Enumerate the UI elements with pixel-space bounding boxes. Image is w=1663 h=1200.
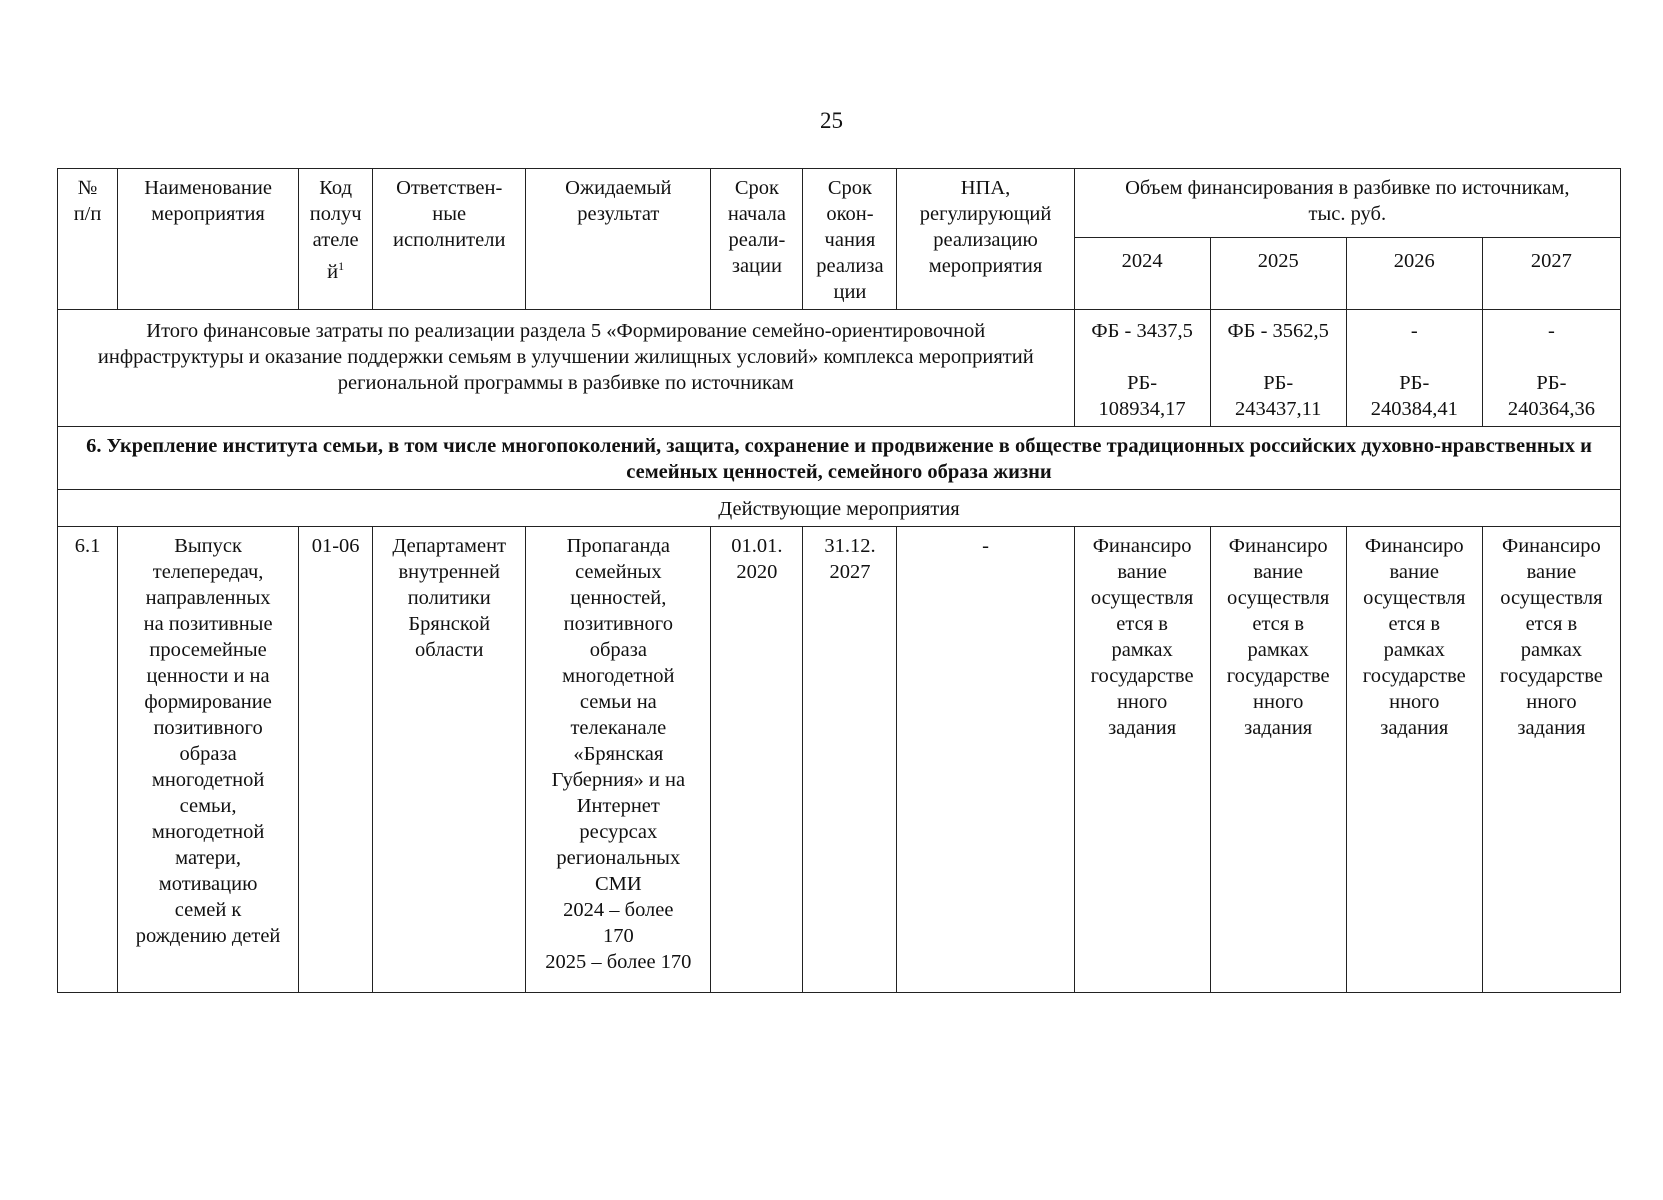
item-end: 31.12. 2027 <box>803 527 897 993</box>
total-2024-fb: ФБ - 3437,5 <box>1091 320 1193 342</box>
header-num: № п/п <box>58 169 118 310</box>
header-start: Срок начала реали- зации <box>711 169 803 310</box>
item-responsible: Департамент внутренней политики Брянской области <box>373 527 526 993</box>
total-2024 <box>1074 310 1210 427</box>
total-2027-rb: РБ- 240364,36 <box>1507 372 1595 420</box>
total-2024-rb: РБ- 108934,17 <box>1098 372 1186 420</box>
header-npa: НПА, регулирующий реализацию мероприятия <box>897 169 1074 310</box>
header-year-2025: 2025 <box>1210 238 1346 310</box>
section-title: 6. Укрепление института семьи, в том числе многопоколений, защита, сохранение и продвижение в обществе традиционных российских духовно-нравственных и семейных ценностей, семейного образа жизни <box>58 427 1621 490</box>
total-row <box>58 310 1621 427</box>
program-table <box>57 168 1621 993</box>
total-2027 <box>1482 310 1620 427</box>
total-2025-rb: РБ- 243437,11 <box>1235 372 1322 420</box>
item-row <box>58 527 1621 993</box>
header-name: Наименование мероприятия <box>118 169 299 310</box>
header-code-footnote: 1 <box>338 259 345 273</box>
subsection-row <box>58 490 1621 527</box>
item-npa: - <box>897 527 1074 993</box>
item-name: Выпуск телепередач, направленных на позитивные просемейные ценности и на формирование позитивного образа многодетной семьи, многодетной матери, мотивацию семей к рождению детей <box>118 527 299 993</box>
item-num: 6.1 <box>58 527 118 993</box>
header-year-2024: 2024 <box>1074 238 1210 310</box>
item-funding-2027: Финансиро вание осуществля ется в рамках государстве нного задания <box>1482 527 1620 993</box>
item-expected: Пропаганда семейных ценностей, позитивного образа многодетной семьи на телеканале «Брянская Губерния» и на Интернет ресурсах региональных СМИ 2024 – более 170 2025 – более 170 <box>526 527 711 993</box>
total-2027-fb: - <box>1547 320 1555 342</box>
subsection-title: Действующие мероприятия <box>58 490 1621 527</box>
header-year-2027: 2027 <box>1482 238 1620 310</box>
header-year-2026: 2026 <box>1346 238 1482 310</box>
header-expected: Ожидаемый результат <box>526 169 711 310</box>
item-funding-2025: Финансиро вание осуществля ется в рамках государстве нного задания <box>1210 527 1346 993</box>
total-label: Итого финансовые затраты по реализации раздела 5 «Формирование семейно-ориентировочной инфраструктуры и оказание поддержки семьям в улучшении жилищных условий» комплекса мероприятий региональной программы в разбивке по источникам <box>58 310 1075 427</box>
total-2026 <box>1346 310 1482 427</box>
header-row <box>58 169 1621 238</box>
page-number: 25 <box>820 108 843 133</box>
item-funding-2024: Финансиро вание осуществля ется в рамках государстве нного задания <box>1074 527 1210 993</box>
total-2025-fb: ФБ - 3562,5 <box>1227 320 1329 342</box>
header-responsible: Ответствен- ные исполнители <box>373 169 526 310</box>
total-2025 <box>1210 310 1346 427</box>
item-code: 01-06 <box>299 527 373 993</box>
header-code-text: Код получ ателе й <box>309 177 362 283</box>
header-code <box>299 169 373 310</box>
item-funding-2026: Финансиро вание осуществля ется в рамках государстве нного задания <box>1346 527 1482 993</box>
total-2026-fb: - <box>1410 320 1418 342</box>
header-end: Срок окон- чания реализа ции <box>803 169 897 310</box>
total-2026-rb: РБ- 240384,41 <box>1370 372 1458 420</box>
item-start: 01.01. 2020 <box>711 527 803 993</box>
header-funding: Объем финансирования в разбивке по источникам, тыс. руб. <box>1074 169 1620 238</box>
section-row <box>58 427 1621 490</box>
